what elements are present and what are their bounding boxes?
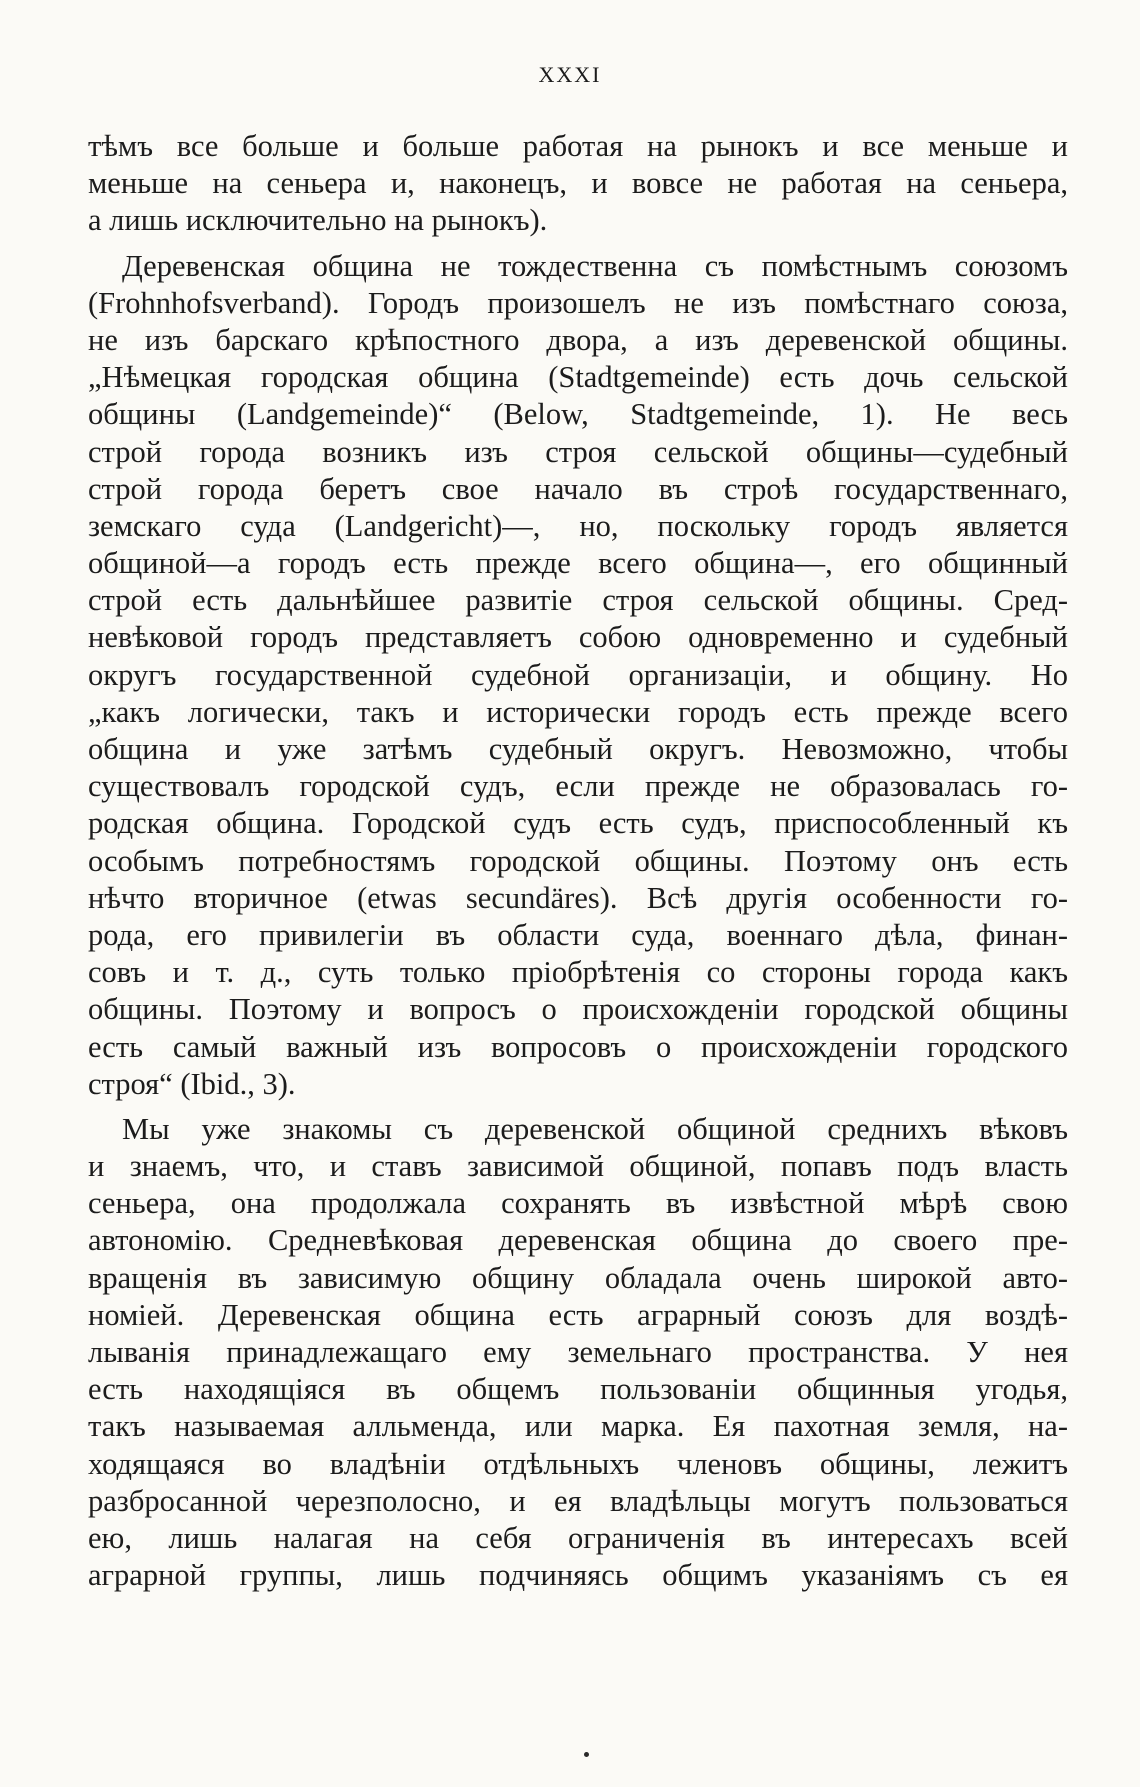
text-line: есть самый важный изъ вопросовъ о происхожденіи городского — [88, 1029, 1068, 1064]
text-line: ею, лишь налагая на себя ограниченія въ интересахъ всей — [88, 1520, 1068, 1555]
text-line: рода, его привилегіи въ области суда, военнаго дѣла, финан- — [88, 917, 1068, 952]
text-line: община и уже затѣмъ судебный округъ. Невозможно, чтобы — [88, 732, 1068, 766]
paragraph-1 — [88, 128, 1068, 240]
paragraph-2 — [88, 248, 1068, 1103]
text-line: совъ и т. д., суть только пріобрѣтенія со стороны города какъ — [88, 955, 1068, 990]
text-line: и знаемъ, что, и ставъ зависимой общиной, попавъ подъ власть — [88, 1149, 1068, 1184]
text-line: (Frohnhofsverband). Городъ произошелъ не изъ помѣстнаго союза, — [88, 285, 1068, 320]
text-line: сеньера, она продолжала сохранять въ извѣстной мѣрѣ свою — [88, 1186, 1068, 1221]
text-line: не изъ барскаго крѣпостного двора, а изъ деревенской общины. — [88, 322, 1068, 357]
text-line: общины. Поэтому и вопросъ о происхожденіи городской общины — [88, 992, 1068, 1027]
text-line: строй есть дальнѣйшее развитіе строя сельской общины. Сред- — [88, 583, 1068, 618]
text-line: „какъ логически, такъ и исторически городъ есть прежде всего — [88, 694, 1068, 729]
body-text — [88, 128, 1068, 1594]
text-line: родская община. Городской судъ есть судъ, приспособленный къ — [88, 806, 1068, 841]
page-number: XXXI — [538, 62, 602, 87]
text-line: строй города беретъ свое начало въ строѣ государственнаго, — [88, 471, 1068, 506]
text-line: а лишь исключительно на рынокъ). — [88, 203, 548, 238]
text-line: Деревенская община не тождественна съ помѣстнымъ союзомъ — [122, 248, 1068, 283]
text-line: общиной—а городъ есть прежде всего община—, его общинный — [88, 546, 1068, 581]
text-line: автономію. Средневѣковая деревенская община до своего пре- — [88, 1223, 1068, 1258]
text-line: лыванія принадлежащаго ему земельнаго пространства. У нея — [88, 1335, 1068, 1369]
text-line: особымъ потребностямъ городской общины. Поэтому онъ есть — [88, 843, 1068, 878]
text-line: невѣковой городъ представляетъ собою одновременно и судебный — [88, 620, 1068, 655]
text-line: земскаго суда (Landgericht)—, но, поскольку городъ является — [88, 508, 1068, 543]
text-line: номіей. Деревенская община есть аграрный союзъ для воздѣ- — [88, 1297, 1068, 1332]
paragraph-3 — [88, 1111, 1068, 1594]
text-line: нѣчто вторичное (etwas secundäres). Всѣ другія особенности го- — [88, 880, 1068, 915]
text-line: строй города возникъ изъ строя сельской общины—судебный — [88, 434, 1068, 469]
text-line: общины (Landgemeinde)“ (Below, Stadtgemeinde, 1). Не весь — [88, 397, 1068, 432]
text-line: округъ государственной судебной организаціи, и общину. Но — [88, 657, 1068, 692]
text-line: строя“ (Ibid., 3). — [88, 1066, 296, 1101]
text-line: существовалъ городской судъ, если прежде не образовалась го- — [88, 769, 1068, 804]
text-line: „Нѣмецкая городская община (Stadtgemeinde) есть дочь сельской — [88, 360, 1068, 395]
text-line: вращенія въ зависимую общину обладала очень широкой авто- — [88, 1260, 1068, 1295]
text-line: разбросанной черезполосно, и ея владѣльцы могутъ пользоваться — [88, 1483, 1068, 1518]
text-line: тѣмъ все больше и больше работая на рынокъ и все меньше и — [88, 129, 1068, 163]
text-line: аграрной группы, лишь подчиняясь общимъ указаніямъ съ ея — [88, 1558, 1068, 1593]
text-line: Мы уже знакомы съ деревенской общиной среднихъ вѣковъ — [122, 1111, 1068, 1146]
print-mark — [584, 1752, 589, 1757]
text-line: есть находящіяся въ общемъ пользованіи общинныя угодья, — [88, 1372, 1068, 1407]
text-line: ходящаяся во владѣніи отдѣльныхъ членовъ общины, лежитъ — [88, 1446, 1068, 1481]
text-line: меньше на сеньера и, наконецъ, и вовсе не работая на сеньера, — [88, 166, 1068, 201]
text-line: такъ называемая алльменда, или марка. Ея пахотная земля, на- — [88, 1409, 1068, 1444]
